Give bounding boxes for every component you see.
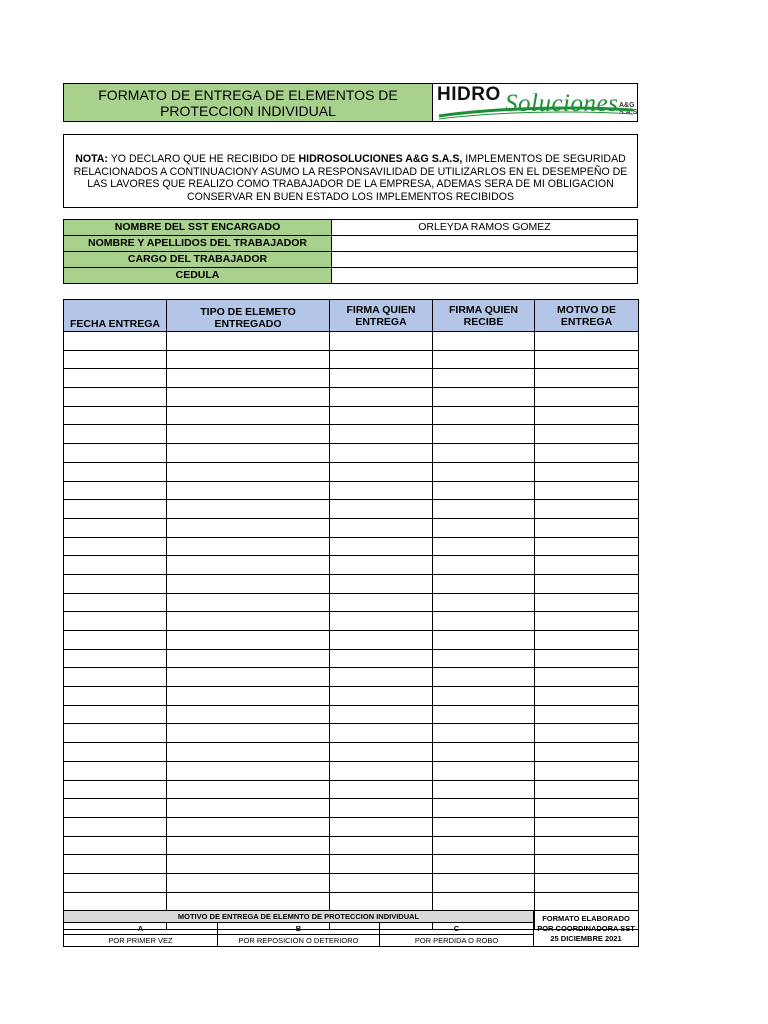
table-cell[interactable] xyxy=(535,724,639,743)
note-text-1: YO DECLARO QUE HE RECIBIDO DE xyxy=(107,153,299,165)
info-label: NOMBRE DEL SST ENCARGADO xyxy=(64,220,332,236)
table-cell[interactable] xyxy=(535,649,639,668)
table-cell[interactable] xyxy=(167,892,330,911)
note-label: NOTA: xyxy=(75,153,108,165)
table-cell[interactable] xyxy=(64,892,167,911)
table-cell[interactable] xyxy=(330,631,433,650)
note-text-2: IMPLEMENTOS DE SEGURIDAD RELACIONADOS A CONTINUACIONY ASUMO LA RESPONSAVILIDAD DE UTILIZARLOS EN EL DESEMPEÑO DE LAS LAVORES QUE REALIZO COMO TRABAJADOR DE LA EMPRESA, ADEMAS SERA DE MI OBLIGACION CONSERVAR EN BUEN ESTADO LOS IMPLEMENTOS RECIBIDOS xyxy=(73,153,628,203)
table-cell[interactable] xyxy=(330,500,433,519)
table-cell[interactable] xyxy=(433,537,535,556)
table-cell[interactable] xyxy=(330,817,433,836)
table-cell[interactable] xyxy=(330,593,433,612)
table-cell[interactable] xyxy=(167,761,330,780)
info-row xyxy=(64,236,638,252)
table-cell[interactable] xyxy=(535,556,639,575)
table-cell[interactable] xyxy=(433,574,535,593)
column-header-fecha: FECHA ENTREGA xyxy=(64,300,167,332)
table-row xyxy=(64,444,639,463)
table-cell[interactable] xyxy=(64,743,167,762)
table-cell[interactable] xyxy=(535,855,639,874)
logo-ag-text: A&G S.A.S xyxy=(619,102,638,116)
table-cell[interactable] xyxy=(330,406,433,425)
table-row xyxy=(64,574,639,593)
table-cell[interactable] xyxy=(167,855,330,874)
table-cell[interactable] xyxy=(535,369,639,388)
table-cell[interactable] xyxy=(330,780,433,799)
table-cell[interactable] xyxy=(167,836,330,855)
table-cell[interactable] xyxy=(535,873,639,892)
table-cell[interactable] xyxy=(433,332,535,351)
table-cell[interactable] xyxy=(330,369,433,388)
table-cell[interactable] xyxy=(330,799,433,818)
table-row xyxy=(64,687,639,706)
table-cell[interactable] xyxy=(330,761,433,780)
table-cell[interactable] xyxy=(330,892,433,911)
legend-code-c: C xyxy=(380,923,534,935)
info-row xyxy=(64,268,638,284)
table-cell[interactable] xyxy=(64,462,167,481)
legend-reason-b: POR REPOSICION O DETERIORO xyxy=(218,935,380,947)
table-cell[interactable] xyxy=(433,388,535,407)
table-row xyxy=(64,388,639,407)
table-cell[interactable] xyxy=(535,425,639,444)
table-row xyxy=(64,892,639,911)
table-cell[interactable] xyxy=(330,855,433,874)
info-value-field[interactable]: ORLEYDA RAMOS GOMEZ xyxy=(332,220,638,236)
table-cell[interactable] xyxy=(64,780,167,799)
table-row xyxy=(64,332,639,351)
table-cell[interactable] xyxy=(330,612,433,631)
table-cell[interactable] xyxy=(167,817,330,836)
table-cell[interactable] xyxy=(535,350,639,369)
table-cell[interactable] xyxy=(167,388,330,407)
table-cell[interactable] xyxy=(330,537,433,556)
table-cell[interactable] xyxy=(535,743,639,762)
table-row xyxy=(64,462,639,481)
table-cell[interactable] xyxy=(64,369,167,388)
table-cell[interactable] xyxy=(167,444,330,463)
table-cell[interactable] xyxy=(535,761,639,780)
table-cell[interactable] xyxy=(330,462,433,481)
table-cell[interactable] xyxy=(64,406,167,425)
table-row xyxy=(64,780,639,799)
table-cell[interactable] xyxy=(167,574,330,593)
table-cell[interactable] xyxy=(433,743,535,762)
table-cell[interactable] xyxy=(535,799,639,818)
table-cell[interactable] xyxy=(433,855,535,874)
table-cell[interactable] xyxy=(167,556,330,575)
table-cell[interactable] xyxy=(64,518,167,537)
table-cell[interactable] xyxy=(64,705,167,724)
table-cell[interactable] xyxy=(330,574,433,593)
table-cell[interactable] xyxy=(535,462,639,481)
info-label: CARGO DEL TRABAJADOR xyxy=(64,252,332,268)
table-cell[interactable] xyxy=(330,743,433,762)
table-cell[interactable] xyxy=(433,724,535,743)
table-row xyxy=(64,369,639,388)
table-cell[interactable] xyxy=(433,873,535,892)
table-cell[interactable] xyxy=(167,705,330,724)
table-cell[interactable] xyxy=(535,612,639,631)
table-cell[interactable] xyxy=(167,593,330,612)
table-cell[interactable] xyxy=(433,817,535,836)
table-cell[interactable] xyxy=(167,799,330,818)
column-header-firma-recibe: FIRMA QUIEN RECIBE xyxy=(433,300,535,332)
table-cell[interactable] xyxy=(64,724,167,743)
info-value-field[interactable] xyxy=(332,236,638,252)
table-cell[interactable] xyxy=(535,817,639,836)
table-cell[interactable] xyxy=(64,332,167,351)
table-row xyxy=(64,481,639,500)
table-cell[interactable] xyxy=(167,631,330,650)
declaration-text xyxy=(68,153,633,203)
table-cell[interactable] xyxy=(64,761,167,780)
table-cell[interactable] xyxy=(535,593,639,612)
table-cell[interactable] xyxy=(64,593,167,612)
table-cell[interactable] xyxy=(64,836,167,855)
table-cell[interactable] xyxy=(64,687,167,706)
table-cell[interactable] xyxy=(433,631,535,650)
table-cell[interactable] xyxy=(535,537,639,556)
table-row xyxy=(64,761,639,780)
table-cell[interactable] xyxy=(433,836,535,855)
table-cell[interactable] xyxy=(330,481,433,500)
legend-reason-a: POR PRIMER VEZ xyxy=(64,935,218,947)
table-row xyxy=(64,705,639,724)
form-title xyxy=(63,83,433,122)
table-cell[interactable] xyxy=(167,743,330,762)
info-value-field[interactable] xyxy=(332,252,638,268)
table-cell[interactable] xyxy=(167,350,330,369)
column-header-motivo: MOTIVO DE ENTREGA xyxy=(535,300,639,332)
table-row xyxy=(64,593,639,612)
table-cell[interactable] xyxy=(330,724,433,743)
info-value-field[interactable] xyxy=(332,268,638,284)
table-cell[interactable] xyxy=(167,481,330,500)
table-cell[interactable] xyxy=(330,556,433,575)
table-cell[interactable] xyxy=(535,481,639,500)
table-cell[interactable] xyxy=(433,705,535,724)
table-cell[interactable] xyxy=(535,500,639,519)
table-cell[interactable] xyxy=(433,350,535,369)
format-author-note: FORMATO ELABORADO POR COORDINADORA SST 25 DICIEMBRE 2021 xyxy=(534,911,639,947)
table-cell[interactable] xyxy=(433,780,535,799)
table-row xyxy=(64,612,639,631)
table-cell[interactable] xyxy=(167,649,330,668)
table-cell[interactable] xyxy=(330,388,433,407)
table-row xyxy=(64,724,639,743)
table-cell[interactable] xyxy=(64,537,167,556)
column-header-firma-entrega: FIRMA QUIEN ENTREGA xyxy=(330,300,433,332)
reason-legend-table xyxy=(63,910,639,947)
info-row xyxy=(64,220,638,236)
legend-code-a: A xyxy=(64,923,218,935)
table-cell[interactable] xyxy=(535,631,639,650)
table-cell[interactable] xyxy=(330,668,433,687)
logo-soluciones-text: Soluciones xyxy=(505,90,619,117)
table-cell[interactable] xyxy=(64,444,167,463)
table-row xyxy=(64,799,639,818)
table-cell[interactable] xyxy=(535,780,639,799)
table-cell[interactable] xyxy=(167,500,330,519)
table-row xyxy=(64,406,639,425)
table-cell[interactable] xyxy=(64,350,167,369)
table-cell[interactable] xyxy=(330,425,433,444)
table-row xyxy=(64,668,639,687)
table-cell[interactable] xyxy=(535,444,639,463)
table-cell[interactable] xyxy=(433,892,535,911)
table-row xyxy=(64,425,639,444)
table-cell[interactable] xyxy=(330,444,433,463)
table-cell[interactable] xyxy=(167,724,330,743)
table-cell[interactable] xyxy=(64,649,167,668)
info-label: CEDULA xyxy=(64,268,332,284)
table-cell[interactable] xyxy=(433,612,535,631)
table-cell[interactable] xyxy=(535,668,639,687)
table-cell[interactable] xyxy=(167,668,330,687)
table-cell[interactable] xyxy=(330,649,433,668)
table-cell[interactable] xyxy=(433,481,535,500)
table-cell[interactable] xyxy=(64,873,167,892)
table-cell[interactable] xyxy=(64,388,167,407)
table-cell[interactable] xyxy=(433,518,535,537)
table-row xyxy=(64,350,639,369)
table-cell[interactable] xyxy=(535,406,639,425)
table-cell[interactable] xyxy=(433,369,535,388)
table-cell[interactable] xyxy=(433,649,535,668)
table-cell[interactable] xyxy=(535,892,639,911)
table-cell[interactable] xyxy=(433,462,535,481)
legend-reason-c: POR PERDIDA O ROBO xyxy=(380,935,534,947)
note-company: HIDROSOLUCIONES A&G S.A.S, xyxy=(298,153,463,165)
table-cell[interactable] xyxy=(330,836,433,855)
logo-hidro-text: HIDRO xyxy=(437,84,501,105)
table-cell[interactable] xyxy=(433,556,535,575)
table-row xyxy=(64,743,639,762)
table-cell[interactable] xyxy=(64,425,167,444)
table-cell[interactable] xyxy=(330,332,433,351)
table-cell[interactable] xyxy=(64,668,167,687)
form-title-text: FORMATO DE ENTREGA DE ELEMENTOS DE PROTECCION INDIVIDUAL xyxy=(98,86,398,119)
legend-code-b: B xyxy=(218,923,380,935)
table-cell[interactable] xyxy=(64,855,167,874)
table-cell[interactable] xyxy=(433,406,535,425)
table-cell[interactable] xyxy=(64,799,167,818)
table-cell[interactable] xyxy=(535,388,639,407)
column-header-tipo: TIPO DE ELEMETO ENTREGADO xyxy=(167,300,330,332)
legend-title: MOTIVO DE ENTREGA DE ELEMNTO DE PROTECCION INDIVIDUAL xyxy=(64,911,534,923)
table-cell[interactable] xyxy=(535,332,639,351)
table-cell[interactable] xyxy=(535,518,639,537)
table-cell[interactable] xyxy=(433,425,535,444)
table-row xyxy=(64,631,639,650)
table-cell[interactable] xyxy=(64,500,167,519)
table-cell[interactable] xyxy=(167,873,330,892)
table-cell[interactable] xyxy=(64,631,167,650)
table-row xyxy=(64,855,639,874)
table-cell[interactable] xyxy=(167,462,330,481)
table-cell[interactable] xyxy=(330,518,433,537)
info-label: NOMBRE Y APELLIDOS DEL TRABAJADOR xyxy=(64,236,332,252)
table-cell[interactable] xyxy=(535,574,639,593)
table-cell[interactable] xyxy=(433,500,535,519)
table-row xyxy=(64,817,639,836)
table-cell[interactable] xyxy=(167,537,330,556)
table-row xyxy=(64,500,639,519)
table-cell[interactable] xyxy=(167,687,330,706)
table-row xyxy=(64,873,639,892)
table-row xyxy=(64,649,639,668)
table-cell[interactable] xyxy=(167,406,330,425)
table-cell[interactable] xyxy=(433,444,535,463)
table-cell[interactable] xyxy=(433,593,535,612)
table-cell[interactable] xyxy=(167,369,330,388)
table-cell[interactable] xyxy=(433,799,535,818)
table-row xyxy=(64,518,639,537)
table-cell[interactable] xyxy=(330,350,433,369)
delivery-log-table xyxy=(63,299,639,930)
table-cell[interactable] xyxy=(535,836,639,855)
table-row xyxy=(64,537,639,556)
table-cell[interactable] xyxy=(64,817,167,836)
table-cell[interactable] xyxy=(433,761,535,780)
table-row xyxy=(64,836,639,855)
table-row xyxy=(64,556,639,575)
table-cell[interactable] xyxy=(330,705,433,724)
table-cell[interactable] xyxy=(433,687,535,706)
table-cell[interactable] xyxy=(330,687,433,706)
table-cell[interactable] xyxy=(64,612,167,631)
table-cell[interactable] xyxy=(433,668,535,687)
table-cell[interactable] xyxy=(330,873,433,892)
table-cell[interactable] xyxy=(167,518,330,537)
worker-info-table xyxy=(63,219,638,284)
table-cell[interactable] xyxy=(167,425,330,444)
logo-swoosh-icon xyxy=(433,84,638,122)
table-cell[interactable] xyxy=(535,705,639,724)
table-cell[interactable] xyxy=(167,780,330,799)
info-row xyxy=(64,252,638,268)
table-cell[interactable] xyxy=(167,332,330,351)
table-cell[interactable] xyxy=(535,687,639,706)
table-cell[interactable] xyxy=(64,556,167,575)
table-cell[interactable] xyxy=(64,481,167,500)
table-header-row xyxy=(64,300,639,332)
declaration-note xyxy=(63,134,638,208)
table-cell[interactable] xyxy=(167,612,330,631)
table-cell[interactable] xyxy=(64,574,167,593)
company-logo xyxy=(433,83,638,122)
